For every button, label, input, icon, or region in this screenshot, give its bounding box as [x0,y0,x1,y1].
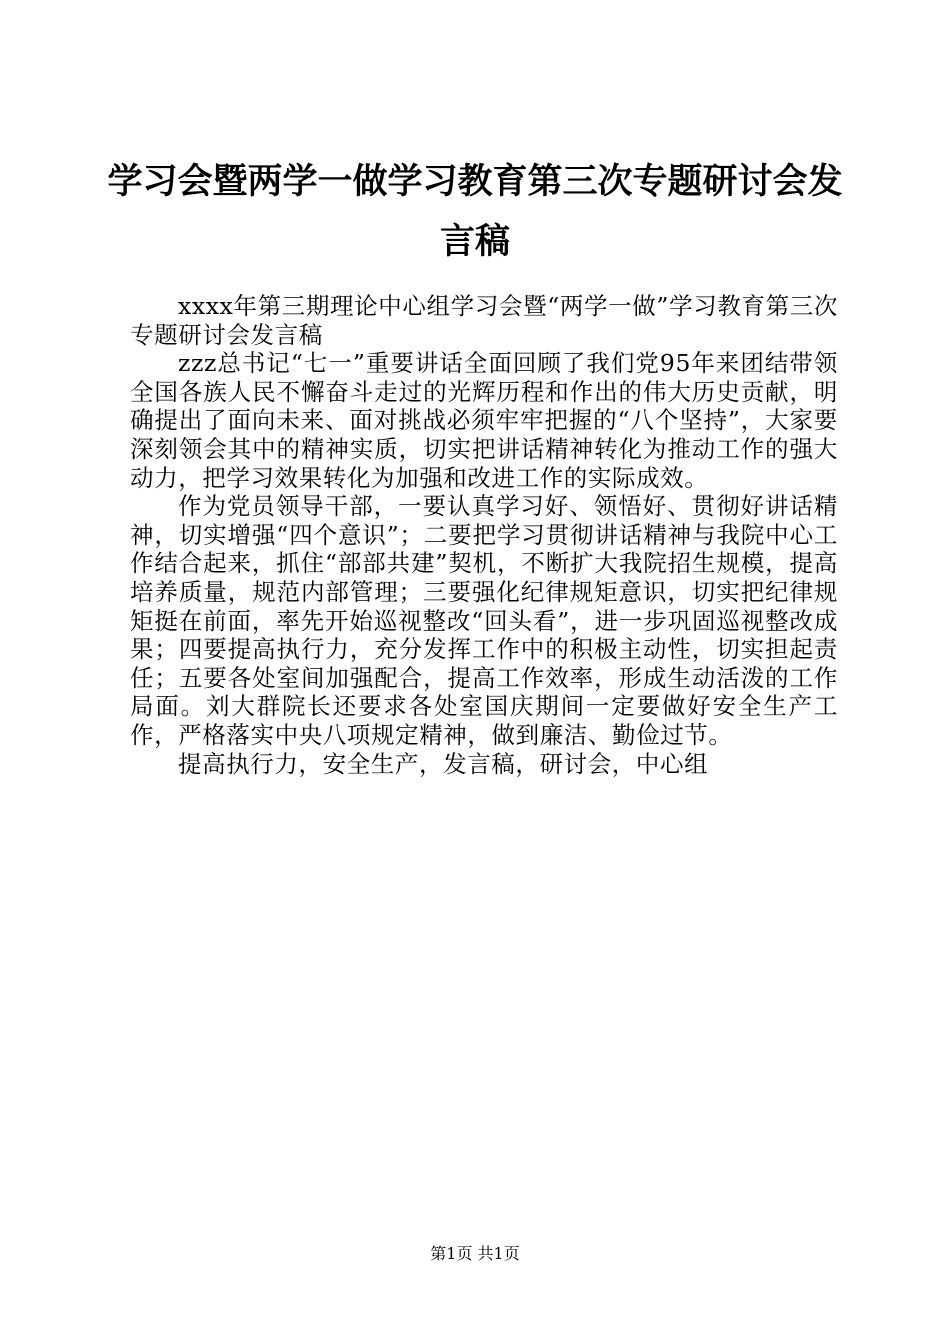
document-body [130,292,838,778]
paragraph-heading-line: xxxx年第三期理论中心组学习会暨“两学一做”学习教育第三次专题研讨会发言稿 [130,292,838,349]
paragraph-requirements: 作为党员领导干部，一要认真学习好、领悟好、贯彻好讲话精神，切实增强“四个意识”；二要把学习贯彻讲话精神与我院中心工作结合起来，抓住“部部共建”契机，不断扩大我院招生规模，提高培养质量，规范内部管理；三要强化纪律规矩意识，切实把纪律规矩挺在前面，率先开始巡视整改“回头看”，进一步巩固巡视整改成果；四要提高执行力，充分发挥工作中的积极主动性，切实担起责任；五要各处室间加强配合，提高工作效率，形成生动活泼的工作局面。刘大群院长还要求各处室国庆期间一定要做好安全生产工作，严格落实中央八项规定精神，做到廉洁、勤俭过节。 [130,492,838,749]
paragraph-speech-summary: zzz总书记“七一”重要讲话全面回顾了我们党95年来团结带领全国各族人民不懈奋斗走过的光辉历程和作出的伟大历史贡献，明确提出了面向未来、面对挑战必须牢牢把握的“八个坚持”，大家要深刻领会其中的精神实质，切实把讲话精神转化为推动工作的强大动力，把学习效果转化为加强和改进工作的实际成效。 [130,349,838,492]
paragraph-keywords: 提高执行力，安全生产，发言稿，研讨会，中心组 [178,749,709,778]
document-title: 学习会暨两学一做学习教育第三次专题研讨会发言稿 [107,162,843,262]
page-footer: 第1页 共1页 [430,1244,520,1263]
